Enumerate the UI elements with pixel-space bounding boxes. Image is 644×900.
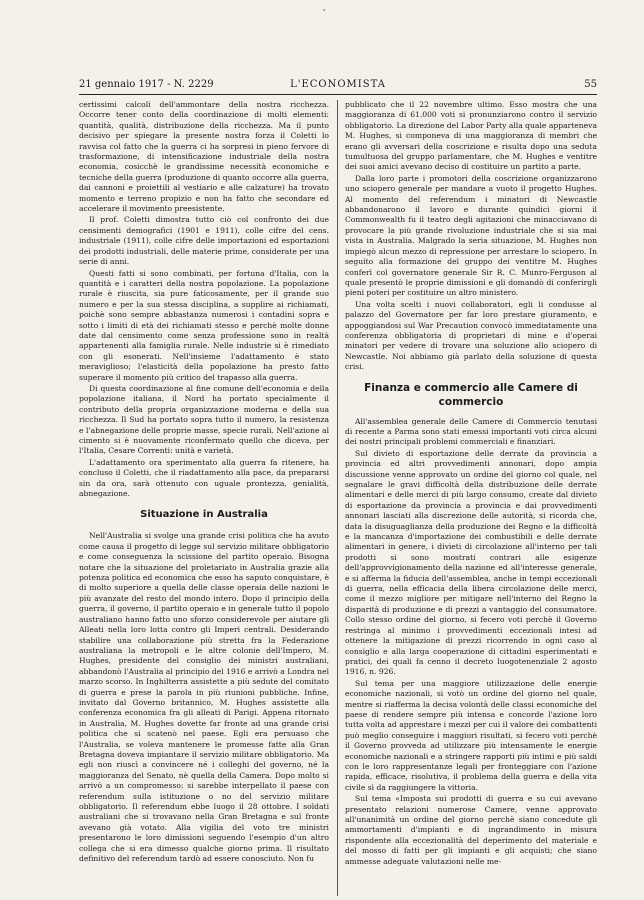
header-rule [79,94,597,95]
page-number: 55 [584,79,597,90]
paragraph: certissimi calcoli dell'ammontare della nostra ricchezza. Occorre tener conto della coordinazione di molti elementi: quantità, qualità, distribuzione della ricchezza. Ma il punto decisivo per spiegare la presente nostra forza il Coletti lo ravvisa col fatto che la guerra ci ha sorpresi in pieno fervore di trasformazione, di intensificazione industriale della nostra economia, cosicchè le grandissime necessità economiche e tecniche della guerra (produzione di quanto occorre alla guerra, dai cannoni e proiettili al vestiario e alle calzature) ha trovato momento e terreno propizio e non ha fatto che secondare ed accelerare il movimento preesistente. [79,100,329,214]
section-title-australia: Situazione in Australia [140,509,268,521]
journal-title: L'ECONOMISTA [290,79,386,90]
paragraph: Di questa coordinazione al fine comune dell'economia e della popolazione italiana, il Nord ha portato specialmente il contributo della propria organizzazione moderna e della sua ricchezza. Il Sud ha portato sopra tutto il numero, la resistenza e l'abnegazione delle proprie masse, specie rurali. Nell'azione al cimento si è nuovamente riconfermato quello che diceva, per l'Italia, Cesare Correnti: unità e varietà. [79,383,329,456]
paragraph: Sul tema per una maggiore utilizzazione delle energie economiche nazionali, si votò un ordine del giorno nel quale, mentre si riafferma la decisa volontà delle classi economiche del paese di rendere sempre più intensa e concorde l'azione loro tutta volta ad apprestare i mezzi per cui il valore dei combattenti può meglio conseguire i maggiori risultati, si fecero voti perchè il Governo provveda ad utilizzare più intensamente le energie economiche nazionali e a stringere rapporti più intimi e più saldi con le loro rappresentanze legali per fronteggiare con l'azione rapida, efficace, risolutiva, il problema della guerra e della vita civile sì da raggiungere la vittoria. [345,678,597,792]
paragraph: Il prof. Coletti dimostra tutto ciò col confronto dei due censimenti demografici (1901 e 1911), colle cifre del cens. industriale (1911), colle cifre delle importazioni ed esportazioni dei prodotti industriali, delle materie prime, considerate per una serie di anni. [79,215,329,267]
paragraph: Sul tema «Imposta sui prodotti di guerra e su cui avevano presentato relazioni numerose Camere, venne approvato all'unanimità un ordine del giorno perchè siano concedute gli ammortamenti d'impianti e di ingrandimento in misura rispondente alla eccezionalità del deperimento del materiale e del mosso di fatti per gli impianti e gli acquisti; che siano ammesse adeguate valutazioni nelle me- [345,794,597,866]
section-title-finanza: Finanza e commercio alle Camere di commercio [364,381,578,408]
print-mark: ˇ [322,10,327,20]
issue-date: 21 gennaio 1917 - N. 2229 [79,79,214,90]
paragraph: Sul divieto di esportazione delle derrate da provincia a provincia ed altri provvedimenti annonari, dopo ampia discussione venne approvato un ordine del giorno col quale, nel segnalare le gravi difficoltà della distribuzione delle derrate alimentari e delle merci di più largo consumo, create dal divieto di esportazione da provincia a provincia e dai provvedimenti annonari lasciati alla discrezione delle autorità, si ricorda che, data la disuguaglianza della produzione dei Regno e la difficoltà e la mancanza d'importazione dei combustibili e delle derrate alimentari in genere, i divieti di circolazione all'interno per tali prodotti si sono mostrati contrari alle esigenze dell'approvvigionamento della nazione ed all'interesse generale, e si afferma la fiducia dell'assemblea, anche in tempi eccezionali di guerra, nella efficacia della libera circolazione delle merci, come il mezzo migliore per mitigare nell'interno del Regno la disparità di produzione e di prezzi a vantaggio del consumatore. Collo stesso ordine del giorno, si fecero voti perchè il Governo restringa al minimo i provvedimenti eccezionali intesi ad ottenere la mitigazione di prezzi ricorrendo in ogni caso al consiglio e alla larga cooperazione di cittadini esperimentati e pratici, dei quali fa cenno il decreto luogotenenziale 2 agosto 1916, n. 926. [345,448,597,677]
paragraph: Una volta scelti i nuovi collaboratori, egli li condusse al palazzo del Governatore per far loro prestare giuramento, e appoggiandosi sul War Precaution convocò immediatamente una conferenza obbligatoria di proprietari di mine e d'operai minatori per vedere di trovare una soluzione allo sciopero di Newcastle. Noi abbiamo già parlato della soluzione di questa crisi. [345,299,597,372]
right-column [345,100,597,896]
paragraph: Questi fatti si sono combinati, per fortuna d'Italia, con la quantità e i caratteri della nostra popolazione. La popolazione rurale è riuscita, sia pure faticosamente, per il grande suo numero e per la sua stessa disciplina, a supplire ai richiamati, poichè sono sempre abbastanza numerosi i contadini sopra e sotto i limiti di età dei richiamati stesso e perchè molte donne date dal censimento come senza professione sono in realtà appartenenti alla famiglia rurale. Nelle industrie si è rimediato con gli esonerati. Nell'insieme l'adattamento è stato meraviglioso; l'elasticità della popolazione ha presto fatto superare il momento più critico del trapasso alla guerra. [79,268,329,382]
paragraph: Nell'Australia si svolge una grande crisi politica che ha avuto come causa il progetto di legge sul servizio militare obbligatorio e come conseguenza la scissione del partito operaio. Bisogna notare che la situazione del proletariato in Australia grazie alla potenza politica ed economica che esso ha saputo conquistare, è di molto superiore a quella delle classe operaia delle nazioni le più avanzate del resto del mondo intero. Dopo il principio della guerra, il governo, il partito operaio e in generale tutto il popolo australiano hanno fatto uno sforzo considerevole per aiutare gli Alleati nella loro lotta contro gli Imperi centrali. Desiderando stabilire una collaborazione più stretta fra la Federazione australiana la metropoli e le altre colonie dell'Impero, M. Hughes, presidente del consiglio dei ministri australiani, abbandonò l'Australia al principio del 1916 e arrivò a Londra nel marzo scorso. In Inghilterra assistette a più sedute del comitato di guerra e prese la parola in più riunioni pubbliche. Infine, invitato dal Governo britannico, M. Hughes assistette alla conferenza economica fra gli alleati di Parigi. Appena ritornato in Australia, M. Hughes dovette far fronte ad una grande crisi politica che si scatenò nel paese. Egli era persuaso che l'Australia, se voleva mantenere le promesse fatte alla Gran Bretagna doveva impiantare il servizio militare obbligatorio. Ma egli non riuscì a convincere né i colleghi del governo, né la maggioranza del Senato, nè quella della Camera. Dopo molto si arrivò a un compromesso: si sarebbe interpellato il paese con referendum sulla istituzione o no del servizio militare obbligatorio. Il referendum ebbe luogo il 28 ottobre. I soldati australiani che si trovavano nella Gran Bretagna e sul fronte avevano già votato. Alla vigilia del voto tre ministri presentarono le loro dimissioni seguendo l'esempio d'un altro collega che si era dimesso qualche giorno prima. Il risultato definitivo del referendum tardò ad essere conosciuto. Non fu [79,531,329,864]
paragraph: L'adattamento ora sperimentato alla guerra fa ritenere, ha concluso il Coletti, che il riadattamento alla pace, da prepararsi sin da ora, sarà ottenuto con uguale prontezza, genialità, abnegazione. [79,457,329,499]
paragraph: Dalla loro parte i promotori della coscrizione organizzarono uno sciopero generale per mandare a vuoto il progetto Hughes. Al momento del referendum i minatori di Newcastle abbandonarono il lavoro e durante quindici giorni il Commonwealth fu il teatro degli agitazioni che minacciavano di provocare la più grande rivoluzione industriale che si sia mai vista in Australia. Malgrado la seria situazione, M. Hughes non impiegò alcun mezzo di repressione per arrestare lo sciopero. In seguito alla formazione del gruppo dei ventitre M. Hughes conferì col governatore generale Sir R. C. Munro-Ferguson al quale presentò le proprie dimissioni e gli domandò di conferirgli pieni poteri per costituire un altro ministero. [345,173,597,298]
paragraph: pubblicato che il 22 novembre ultimo. Esso mostra che una maggioranza di 61.000 voti si pronunziarono contro il servizio obbligatorio. La direzione del Labor Party alla quale apparteneva M. Hughes, si componeva di una maggioranza di membri che erano gli avversari della coscrizione e risulta dopo una seduta tumultuosa del gruppo parlamentare, che M. Hughes e ventitre dei suoi amici avevano deciso di costituire un partito a parte. [345,100,597,172]
page-header [79,78,597,92]
column-divider [337,100,338,896]
paragraph: All'assemblea generale delle Camere di Commercio tenutasi di recente a Parma sono stati emessi importanti voti circa alcuni dei nostri principali problemi commerciali e finanziari. [345,416,597,447]
left-column [79,100,329,896]
